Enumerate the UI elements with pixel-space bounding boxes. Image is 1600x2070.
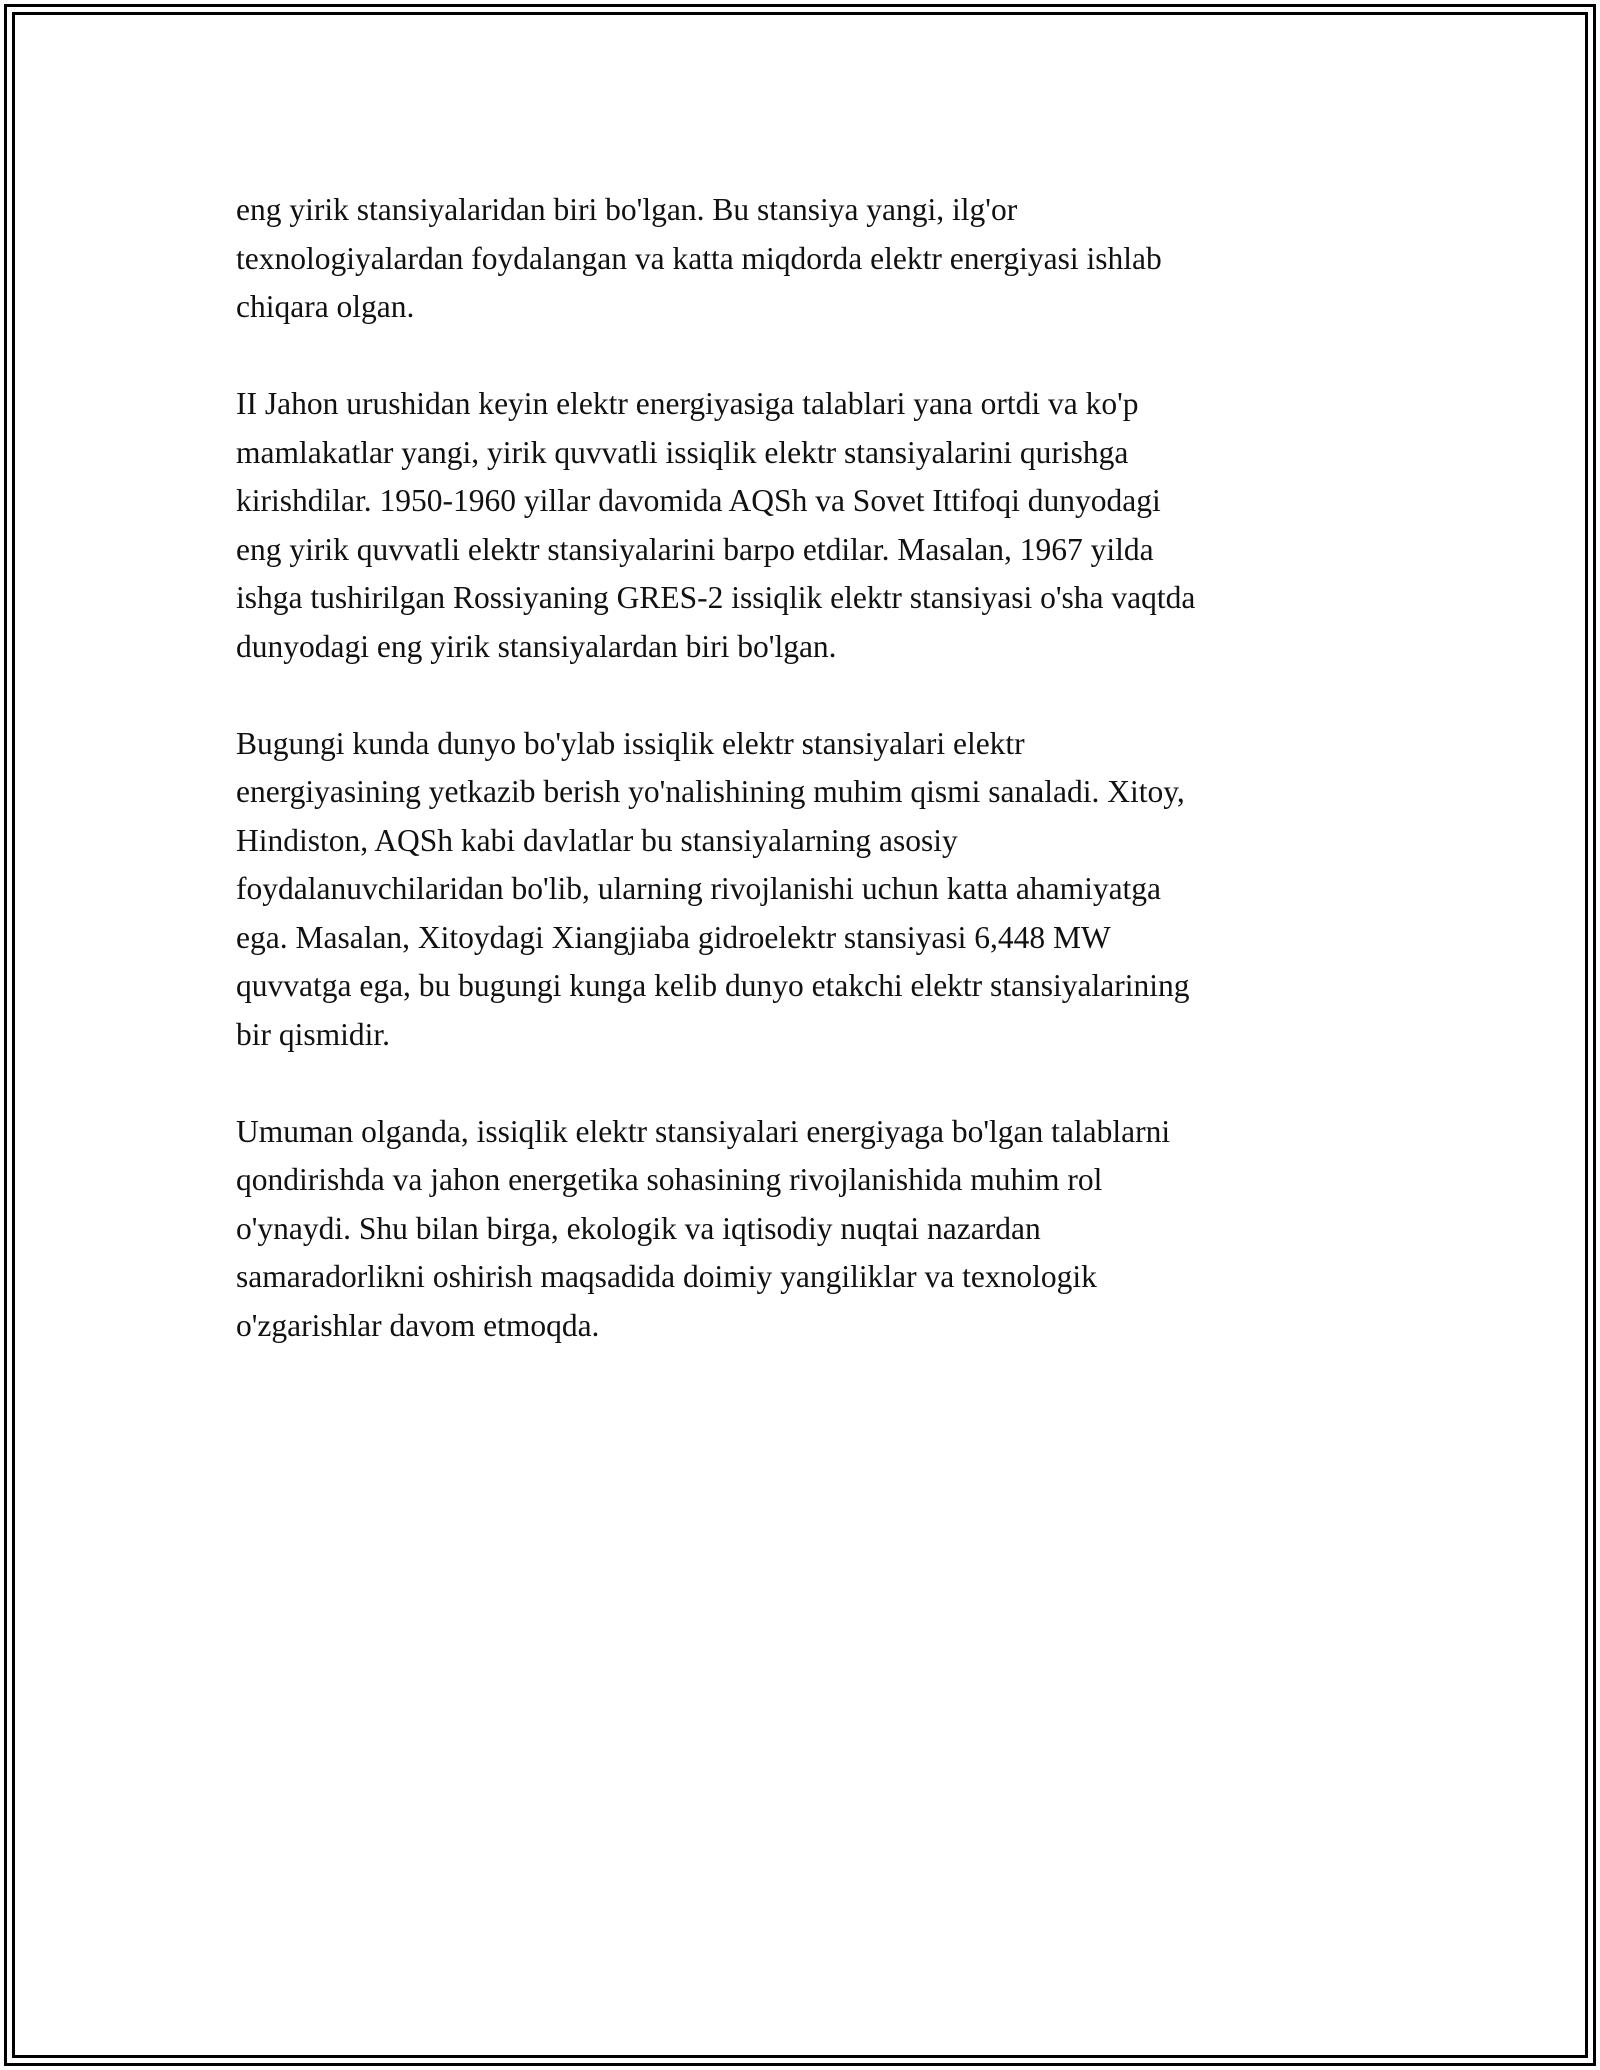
document-body (236, 186, 1366, 1399)
paragraph-3: Bugungi kunda dunyo bo'ylab issiqlik elektr stansiyalari elektr energiyasining yetkazib berish yo'nalishining muhim qismi sanaladi. Xitoy, Hindiston, AQSh kabi davlatlar bu stansiyalarning asosiy foydalanuvchilaridan bo'lib, ularning rivojlanishi uchun katta ahamiyatga ega. Masalan, Xitoydagi Xiangjiaba gidroelektr stansiyasi 6,448 MW quvvatga ega, bu bugungi kunga kelib dunyo etakchi elektr stansiyalarining bir qismidir. (236, 725, 1190, 1052)
paragraph-4: Umuman olganda, issiqlik elektr stansiyalari energiyaga bo'lgan talablarni qondirishda va jahon energetika sohasining rivojlanishida muhim rol o'ynaydi. Shu bilan birga, ekologik va iqtisodiy nuqtai nazardan samaradorlikni oshirish maqsadida doimiy yangiliklar va texnologik o'zgarishlar davom etmoqda. (236, 1113, 1171, 1343)
paragraph-1: eng yirik stansiyalaridan biri bo'lgan. Bu stansiya yangi, ilg'or texnologiyalardan foydalangan va katta miqdorda elektr energiyasi ishlab chiqara olgan. (236, 192, 1162, 324)
paragraph-2: II Jahon urushidan keyin elektr energiyasiga talablari yana ortdi va ko'p mamlakatlar yangi, yirik quvvatli issiqlik elektr stansiyalarini qurishga kirishdilar. 1950-1960 yillar davomida AQSh va Sovet Ittifoqi dunyodagi eng yirik quvvatli elektr stansiyalarini barpo etdilar. Masalan, 1967 yilda ishga tushirilgan Rossiyaning GRES-2 issiqlik elektr stansiyasi o'sha vaqtda dunyodagi eng yirik stansiyalardan biri bo'lgan. (236, 386, 1196, 664)
